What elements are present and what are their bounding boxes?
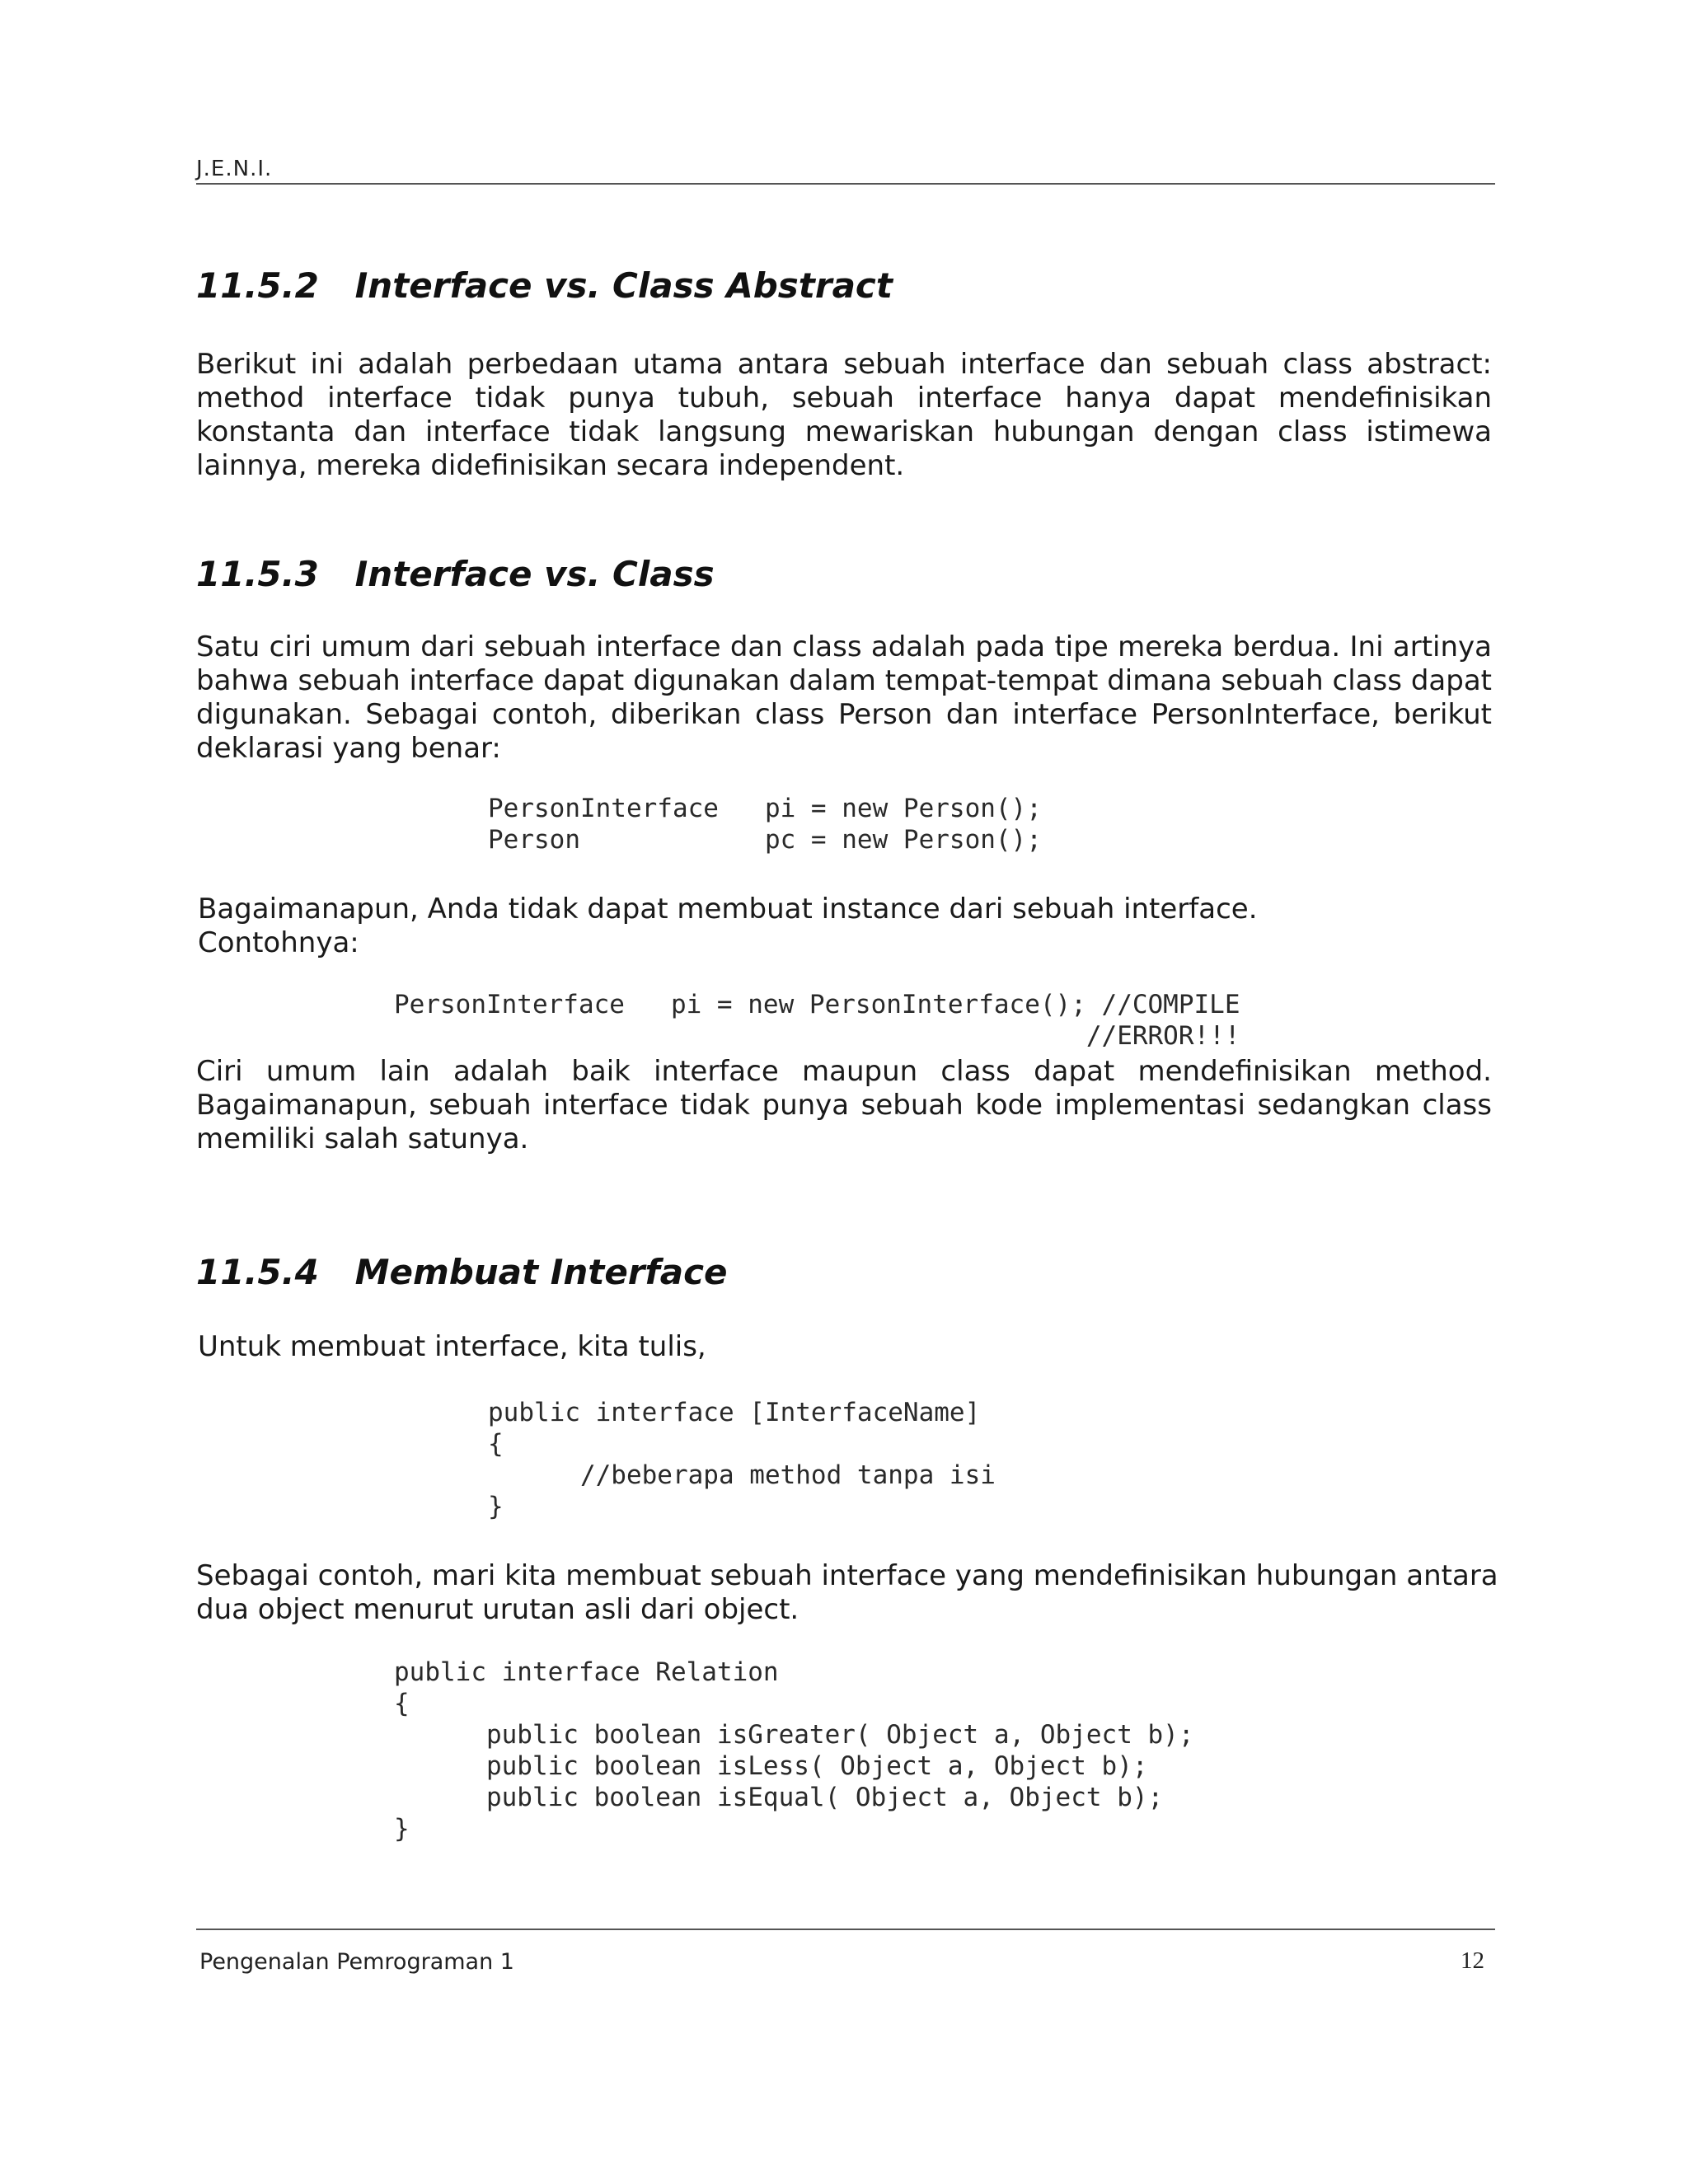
code-line: { <box>394 1689 410 1718</box>
code-block-declarations <box>488 793 1042 855</box>
paragraph-line: Bagaimanapun, Anda tidak dapat membuat instance dari sebuah interface. <box>198 893 1258 926</box>
page-number: 12 <box>1461 1947 1484 1974</box>
code-line: Person pc = new Person(); <box>488 825 1042 855</box>
section-heading-11-5-4: 11.5.4 Membuat Interface <box>196 1252 728 1292</box>
code-line: PersonInterface pi = new Person(); <box>488 794 1042 823</box>
paragraph-line: Ciri umum lain adalah baik interface maupun class dapat mendefinisikan method. <box>196 1055 1492 1088</box>
section-11-5-4-paragraph <box>196 1559 1498 1627</box>
code-line: } <box>488 1492 504 1521</box>
code-line: public interface Relation <box>394 1657 779 1687</box>
section-11-5-4-intro: Untuk membuat interface, kita tulis, <box>198 1330 706 1363</box>
footer-rule <box>196 1929 1495 1930</box>
code-line: public boolean isLess( Object a, Object b); <box>394 1751 1148 1781</box>
paragraph-line: lainnya, mereka didefinisikan secara independent. <box>196 449 905 482</box>
section-11-5-2-paragraph <box>196 348 1492 483</box>
paragraph-line: konstanta dan interface tidak langsung mewariskan hubungan dengan class istimewa <box>196 415 1492 448</box>
code-block-relation-interface <box>394 1657 1194 1844</box>
paragraph-line: bahwa sebuah interface dapat digunakan dalam tempat-tempat dimana sebuah class dapat <box>196 664 1492 697</box>
section-11-5-3-paragraph <box>196 630 1492 766</box>
paragraph-line: Berikut ini adalah perbedaan utama antara sebuah interface dan sebuah class abstract: <box>196 348 1492 381</box>
paragraph-line: Satu ciri umum dari sebuah interface dan class adalah pada tipe mereka berdua. Ini artinya <box>196 630 1492 663</box>
paragraph-line: digunakan. Sebagai contoh, diberikan class Person dan interface PersonInterface, berikut <box>196 698 1492 731</box>
paragraph-line: method interface tidak punya tubuh, sebuah interface hanya dapat mendefinisikan <box>196 382 1492 415</box>
code-line: //beberapa method tanpa isi <box>488 1460 996 1490</box>
code-line: public interface [InterfaceName] <box>488 1398 981 1427</box>
header-rule <box>196 183 1495 185</box>
section-heading-11-5-2: 11.5.2 Interface vs. Class Abstract <box>196 265 893 306</box>
footer-title: Pengenalan Pemrograman 1 <box>199 1949 514 1975</box>
code-line: public boolean isEqual( Object a, Object b); <box>394 1783 1164 1812</box>
code-block-interface-syntax <box>488 1397 996 1522</box>
paragraph-line: Bagaimanapun, sebuah interface tidak punya sebuah kode implementasi sedangkan class <box>196 1089 1492 1122</box>
section-heading-11-5-3: 11.5.3 Interface vs. Class <box>196 554 715 594</box>
paragraph-line: deklarasi yang benar: <box>196 732 501 765</box>
code-line: PersonInterface pi = new PersonInterface(); //COMPILE <box>394 990 1240 1019</box>
code-line: } <box>394 1814 410 1844</box>
section-11-5-3-paragraph-2 <box>198 893 1258 960</box>
paragraph-line: dua object menurut urutan asli dari object. <box>196 1593 799 1626</box>
paragraph-line: memiliki salah satunya. <box>196 1122 529 1155</box>
paragraph-line: Sebagai contoh, mari kita membuat sebuah interface yang mendefinisikan hubungan antara <box>196 1559 1498 1592</box>
paragraph-line: Contohnya: <box>198 926 359 959</box>
section-11-5-3-paragraph-3 <box>196 1055 1492 1156</box>
running-header: J.E.N.I. <box>196 157 273 181</box>
code-line: { <box>488 1429 504 1459</box>
code-line: public boolean isGreater( Object a, Object b); <box>394 1720 1194 1750</box>
code-block-compile-error <box>394 989 1240 1052</box>
code-line: //ERROR!!! <box>394 1021 1240 1051</box>
